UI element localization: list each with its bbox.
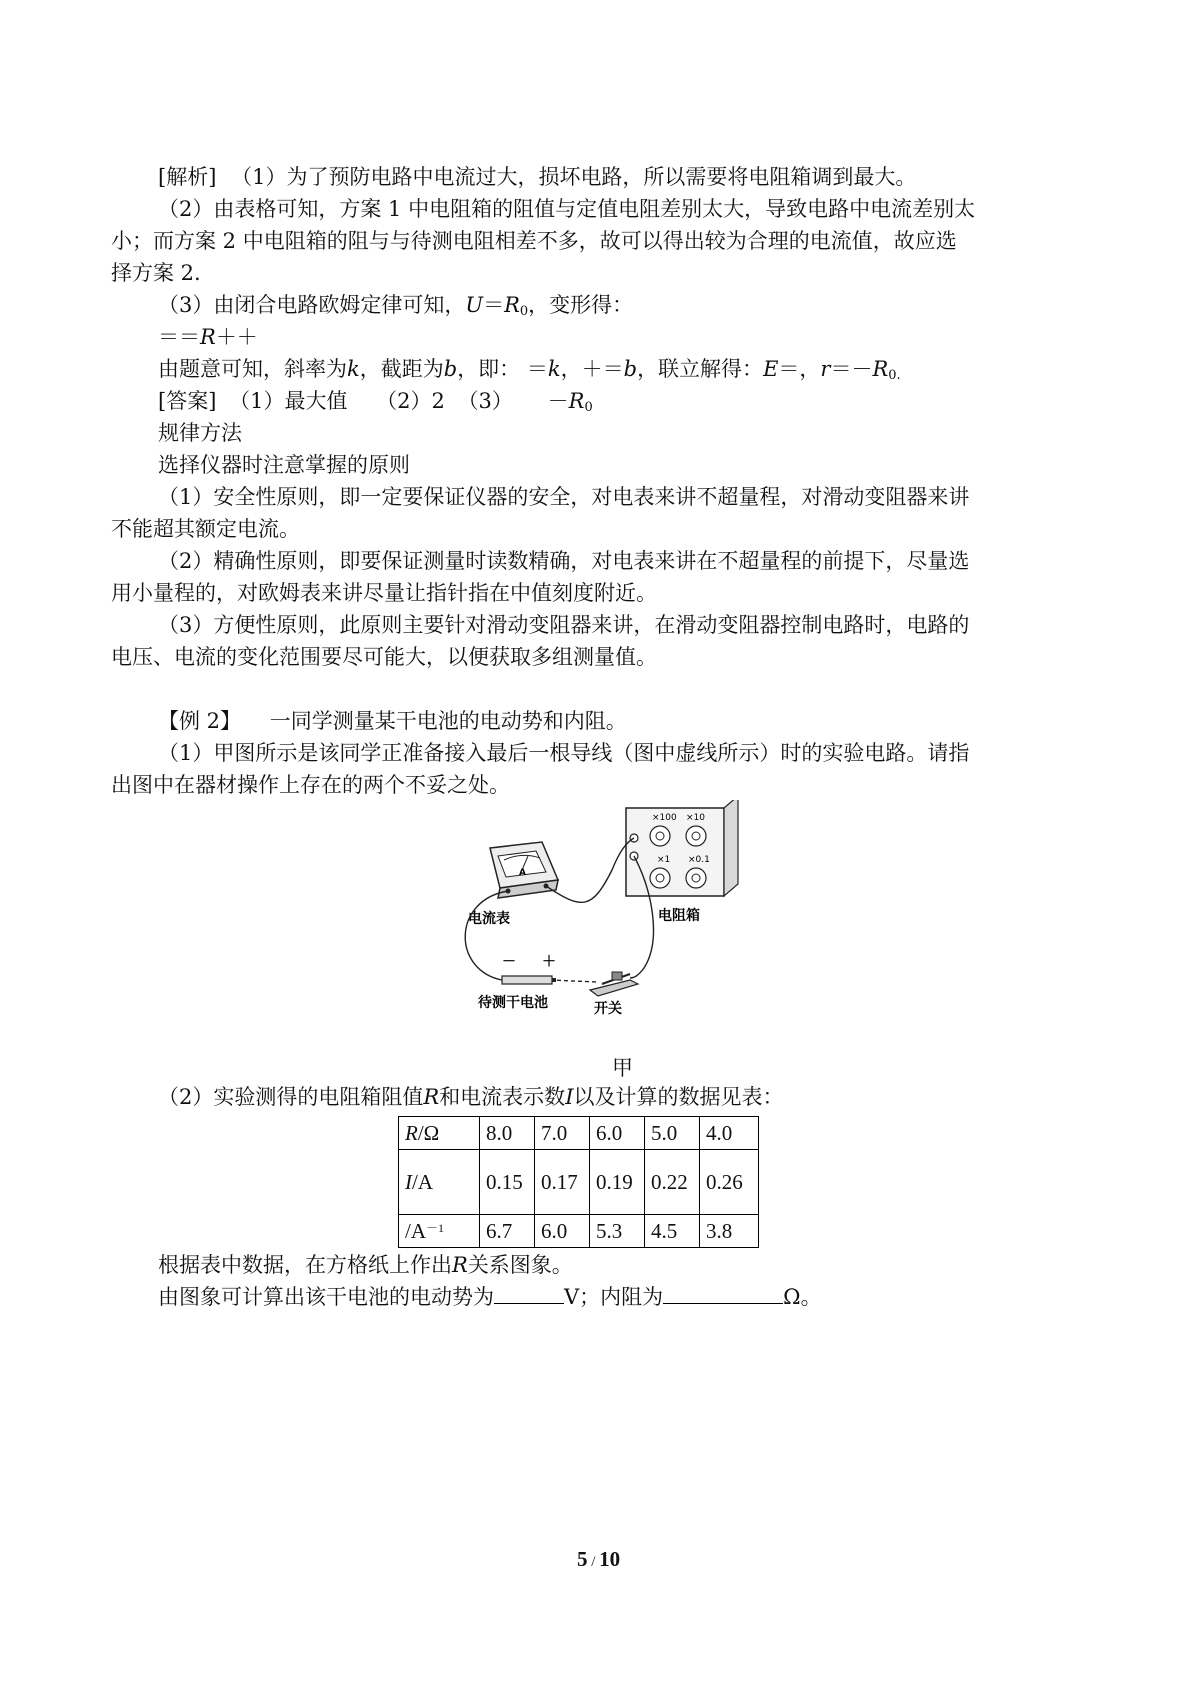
method-title: 规律方法 — [158, 421, 242, 445]
resistance-blank[interactable] — [663, 1302, 783, 1304]
dial-x100-label: ×100 — [652, 813, 677, 823]
analysis-line-2: （2）由表格可知，方案 1 中电阻箱的阻值与定值电阻差别太大，导致电路中电流差别太 — [158, 197, 976, 221]
method-r2b: 用小量程的，对欧姆表来讲尽量让指针指在中值刻度附近。 — [111, 581, 657, 605]
analysis-line-3: 小；而方案 2 中电阻箱的阻与与待测电阻相差不多，故可以得出较为合理的电流值，故应选 — [111, 229, 957, 253]
table-cell: 5.3 — [590, 1215, 645, 1248]
example-title: 【例 2】 一同学测量某干电池的电动势和内阻。 — [158, 709, 627, 733]
battery-plus: ＋ — [542, 954, 556, 970]
analysis-line-1 — [158, 162, 916, 192]
page-number: 5 / 10 — [577, 1547, 621, 1571]
example-q4: 由图象可计算出该干电池的电动势为 V；内阻为 Ω。 — [158, 1285, 822, 1309]
analysis-p1: （1）为了预防电路中电流过大，损坏电路，所以需要将电阻箱调到最大。 — [231, 165, 917, 189]
analysis-line-4: 择方案 2. — [111, 261, 201, 285]
example-q1a: （1）甲图所示是该同学正准备接入最后一根导线（图中虚线所示）时的实验电路。请指 — [158, 741, 970, 765]
table-cell: 0.26 — [700, 1150, 759, 1215]
table-cell: 6.0 — [590, 1117, 645, 1150]
method-r1b: 不能超其额定电流。 — [111, 517, 300, 541]
answer-line: [答案] （1）最大值 （2）2 $(3) -R_0$ — [158, 389, 593, 415]
table-cell: 0.15 — [480, 1150, 535, 1215]
method-r3b: 电压、电流的变化范围要尽可能大，以便获取多组测量值。 — [111, 645, 657, 669]
table-cell: 8.0 — [480, 1117, 535, 1150]
battery — [502, 976, 556, 984]
battery-minus: － — [502, 954, 516, 970]
example-q1b: 出图中在器材操作上存在的两个不妥之处。 — [111, 773, 510, 797]
box-label: 电阻箱 — [658, 908, 700, 924]
table-head-r: R/Ω — [399, 1117, 480, 1150]
figure-caption: 甲 — [612, 1056, 633, 1080]
switch — [590, 972, 638, 996]
method-r1a: （1）安全性原则，即一定要保证仪器的安全，对电表来讲不超量程，对滑动变阻器来讲 — [158, 485, 970, 509]
example-q2: （2）实验测得的电阻箱阻值R和电流表示数I以及计算的数据见表： — [158, 1085, 784, 1109]
method-subtitle: 选择仪器时注意掌握的原则 — [158, 453, 410, 477]
switch-label: 开关 — [594, 1001, 622, 1015]
analysis-line-6: ＝＝R＋＋ — [158, 325, 258, 349]
dial-x1-label: ×1 — [657, 855, 671, 865]
data-table — [398, 1116, 759, 1248]
resistance-box — [626, 800, 738, 896]
ammeter-label: 电流表 — [468, 911, 510, 927]
method-r3a: （3）方便性原则，此原则主要针对滑动变阻器来讲，在滑动变阻器控制电路时，电路的 — [158, 613, 970, 637]
table-cell: 0.19 — [590, 1150, 645, 1215]
table-cell: 4.0 — [700, 1117, 759, 1150]
ammeter — [490, 842, 558, 898]
table-row — [399, 1215, 759, 1248]
table-cell: 5.0 — [645, 1117, 700, 1150]
table-cell: 6.0 — [535, 1215, 590, 1248]
battery-label: 待测干电池 — [478, 995, 548, 1011]
table-row — [399, 1150, 759, 1215]
answer-head: [答案] — [158, 389, 217, 413]
table-head-i: I/A — [399, 1150, 480, 1215]
table-cell: 0.17 — [535, 1150, 590, 1215]
analysis-head: [解析] — [158, 165, 217, 189]
table-cell: 7.0 — [535, 1117, 590, 1150]
method-r2a: （2）精确性原则，即要保证测量时读数精确，对电表来讲在不超量程的前提下，尽量选 — [158, 549, 970, 573]
dial-x01-label: ×0.1 — [688, 855, 710, 865]
circuit-diagram — [462, 800, 786, 1015]
table-cell: 3.8 — [700, 1215, 759, 1248]
example-label: 【例 2】 — [158, 709, 242, 733]
example-q3: 根据表中数据，在方格纸上作出R关系图象。 — [158, 1253, 573, 1277]
table-cell: 4.5 — [645, 1215, 700, 1248]
dial-x10-label: ×10 — [686, 813, 705, 823]
analysis-line-5: （3）由闭合电路欧姆定律可知，$U=R_0$，变形得： — [158, 293, 634, 319]
table-cell: 6.7 — [480, 1215, 535, 1248]
table-cell: 0.22 — [645, 1150, 700, 1215]
table-row — [399, 1117, 759, 1150]
ammeter-letter: A — [519, 868, 526, 878]
table-head-inv: $/A^{-1}$ — [399, 1215, 480, 1248]
emf-blank[interactable] — [494, 1302, 564, 1304]
analysis-line-7: 由题意可知，斜率为k，截距为b，即： ＝k，＋＝b，联立解得：E＝，$r=-R_{0.}$ — [158, 357, 901, 383]
